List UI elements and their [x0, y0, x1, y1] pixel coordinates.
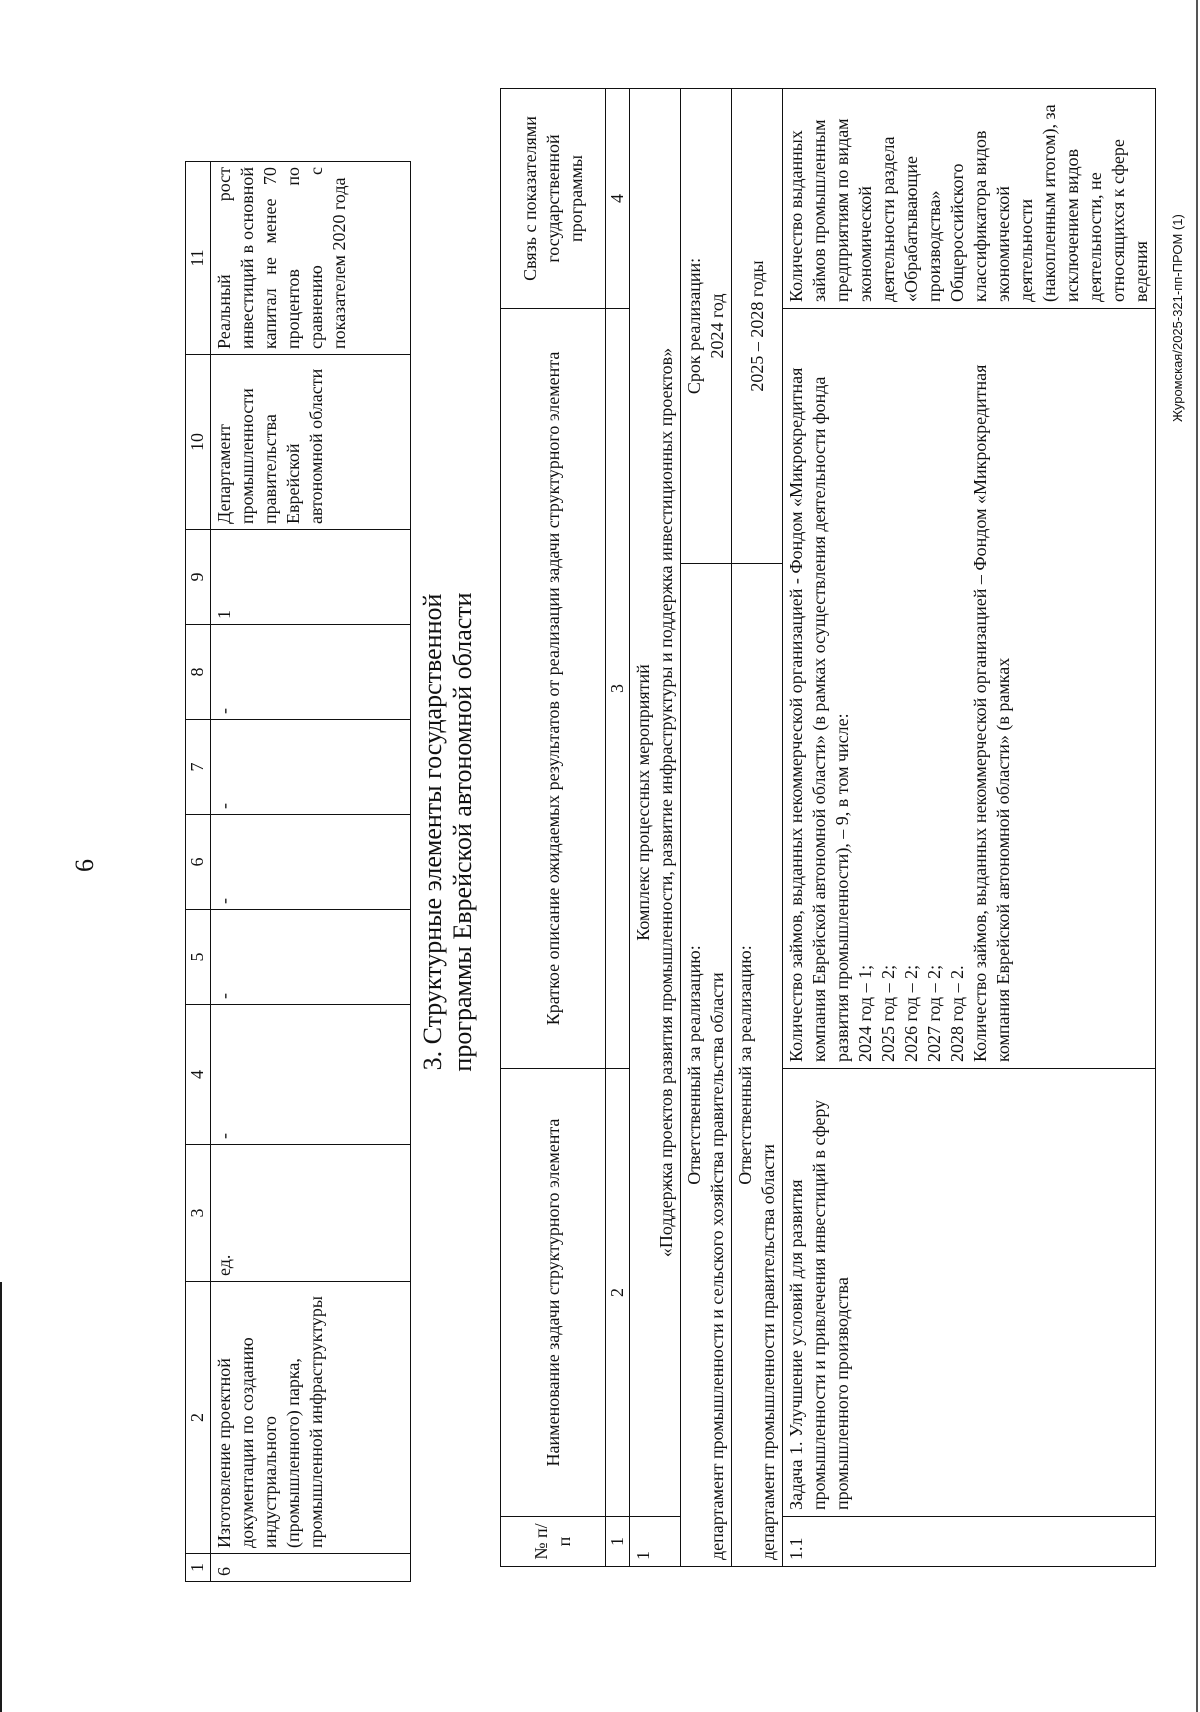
value-7: -: [211, 720, 411, 815]
complex-title-line-2: «Поддержка проектов развития промышленности, развитие инфраструктуры и поддержка инвестиционных проектов»: [656, 347, 676, 1258]
task-name: Задача 1. Улучшение условий для развития промышленности и привлечения инвестиций в сферу промышленного производства: [783, 1069, 1156, 1517]
table1-col-7: 7: [186, 720, 211, 815]
description-paragraph-2: Количество займов, выданных некоммерческой организацией – Фондом «Микрокредитная компания Еврейской автономной области» (в рамках: [970, 364, 1013, 1062]
table1-col-5: 5: [186, 910, 211, 1005]
table1-col-11: 11: [186, 162, 211, 355]
col-number-2: 2: [606, 1069, 630, 1517]
table2-header-row: [501, 88, 606, 1566]
term-value: 2024 год: [707, 293, 727, 359]
table1-col-6: 6: [186, 815, 211, 910]
value-8: -: [211, 625, 411, 720]
responsible-2025: [732, 564, 783, 1567]
value-4: -: [211, 1005, 411, 1145]
table2-number-row: [606, 88, 630, 1566]
program-indicator-link: Количество выданных займов промышленным предприятиям по видам экономической деятельности раздела «Обрабатывающие производства» Общероссийского классификатора видов экономической деятельности (накопленным итогом), за исключением видов деятельности, не относящихся к сфере ведения: [783, 88, 1156, 308]
year-item: 2026 год – 2;: [901, 964, 921, 1062]
section-title-line-1: 3. Структурные элементы государственной: [418, 593, 447, 1071]
term-label: Срок реализации:: [684, 257, 704, 395]
term-2025: 2025 – 2028 годы: [732, 88, 783, 563]
indicators-table-continued: [185, 161, 411, 1582]
table1-col-9: 9: [186, 530, 211, 625]
row-number: 6: [211, 1554, 411, 1582]
col-number-4: 4: [606, 88, 630, 308]
col-number-1: 1: [606, 1517, 630, 1567]
table1-col-4: 4: [186, 1005, 211, 1145]
table-row: [211, 162, 411, 1582]
year-item: 2025 год – 2;: [878, 964, 898, 1062]
header-task: Наименование задачи структурного элемента: [501, 1069, 606, 1517]
task-number: 1.1: [783, 1517, 1156, 1567]
year-item: 2028 год – 2.: [947, 965, 967, 1062]
document-code-footer: Журомская/2025-321-пп-ПРОМ (1): [1170, 214, 1185, 422]
section-title: [418, 552, 478, 1112]
responsible-row-2024: [681, 88, 732, 1566]
responsible-row-2025: [732, 88, 783, 1566]
expected-result: Реальный рост инвестиций в основной капитал не менее 70 процентов по сравнению с показателем 2020 года: [211, 162, 411, 355]
col-number-3: 3: [606, 308, 630, 1068]
complex-row: [630, 88, 681, 1566]
table1-col-1: 1: [186, 1554, 211, 1582]
table1-col-8: 8: [186, 625, 211, 720]
responsible-label: Ответственный за реализацию:: [684, 945, 704, 1185]
structural-elements-table: [500, 88, 1156, 1567]
table1-col-2: 2: [186, 1282, 211, 1554]
unit: ед.: [211, 1145, 411, 1282]
responsible-label: Ответственный за реализацию:: [735, 945, 755, 1185]
table1-col-10: 10: [186, 355, 211, 530]
scan-edge-top: [0, 1282, 2, 1712]
section-title-line-2: программы Еврейской автономной области: [448, 592, 477, 1072]
header-num: № п/п: [501, 1517, 606, 1567]
complex-title-line-1: Комплекс процессных мероприятий: [633, 664, 653, 941]
value-9: 1: [211, 530, 411, 625]
value-5: -: [211, 910, 411, 1005]
task-description: [783, 308, 1156, 1068]
table-row: [783, 88, 1156, 1566]
year-item: 2024 год – 1;: [855, 964, 875, 1062]
indicator-name: Изготовление проектной документации по созданию индустриального (промышленного) парка, промышленной инфраструктуры: [211, 1282, 411, 1554]
header-description: Краткое описание ожидаемых результатов от реализации задачи структурного элемента: [501, 308, 606, 1068]
scan-edge-bottom: [1196, 0, 1198, 1712]
responsible-body: Департамент промышленности правительства Еврейской автономной области: [211, 355, 411, 530]
year-item: 2027 год – 2;: [924, 964, 944, 1062]
header-link: Связь с показателями государственной программы: [501, 88, 606, 308]
table1-header-row: [186, 162, 211, 1582]
responsible-org: департамент промышленности и сельского хозяйства правительства области: [707, 972, 727, 1560]
term-2024: [681, 88, 732, 563]
complex-number: 1: [630, 1517, 681, 1567]
value-6: -: [211, 815, 411, 910]
description-paragraph-1: Количество займов, выданных некоммерческой организацией - Фондом «Микрокредитная компания Еврейской автономной области» (в рамках осуществления деятельности фонда развития промышленности), – 9, в том числе:: [786, 367, 852, 1062]
page-number: 6: [70, 859, 99, 872]
responsible-org: департамент промышленности правительства области: [758, 1144, 778, 1560]
table1-col-3: 3: [186, 1145, 211, 1282]
complex-title: [630, 88, 681, 1516]
responsible-2024: [681, 564, 732, 1567]
